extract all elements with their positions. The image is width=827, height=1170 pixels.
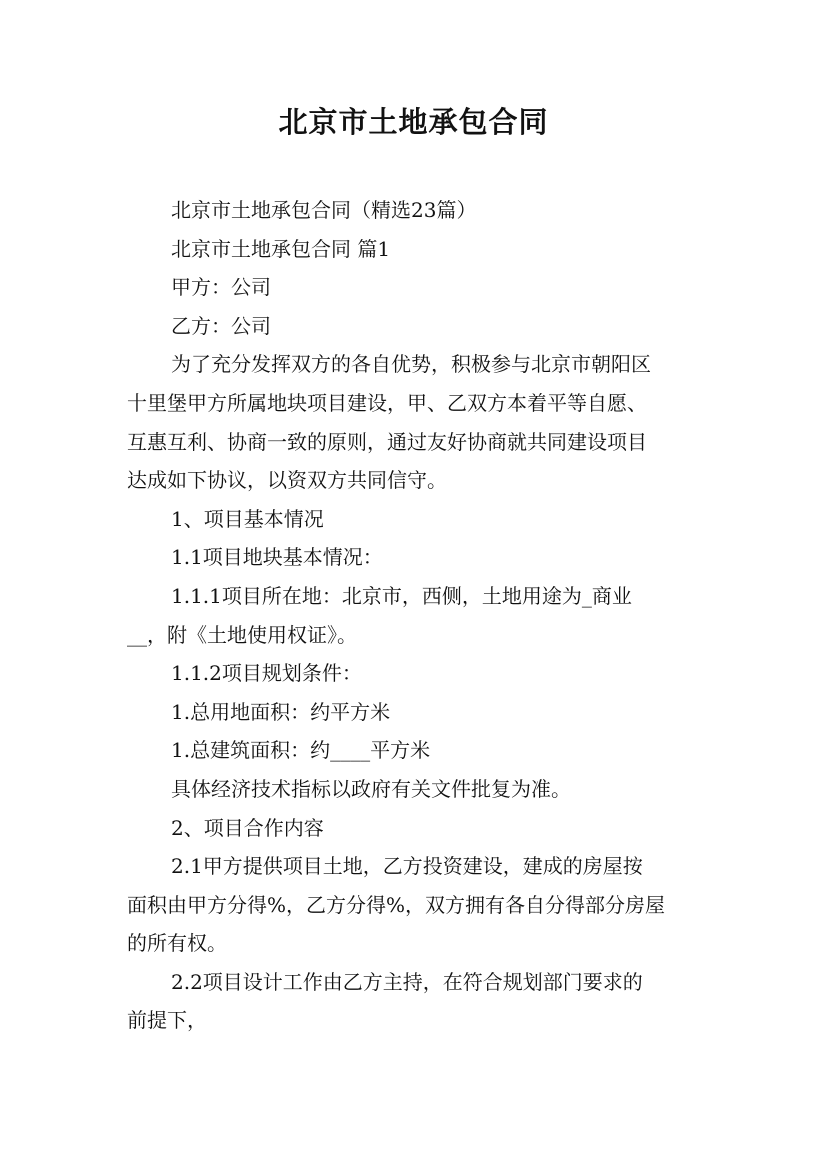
text-line: 前提下， — [127, 1008, 207, 1033]
text-line: 1、项目基本情况 — [171, 506, 324, 531]
text-line: 具体经济技术指标以政府有关文件批复为准。 — [171, 776, 571, 801]
paragraph — [127, 500, 707, 539]
text-line: 2、项目合作内容 — [171, 815, 324, 840]
paragraph — [127, 654, 707, 693]
text-line: 北京市土地承包合同（精选23篇） — [171, 198, 477, 222]
text-line: 1.总用地面积：约平方米 — [171, 699, 391, 724]
text-line: 2.1甲方提供项目土地，乙方投资建设，建成的房屋按 — [171, 854, 643, 879]
text-line: 2.2项目设计工作由乙方主持，在符合规划部门要求的 — [171, 969, 643, 994]
text-line: 的所有权。 — [127, 931, 227, 956]
text-line: 十里堡甲方所属地块项目建设，甲、乙双方本着平等自愿、 — [127, 390, 647, 415]
text-line: __，附《土地使用权证》。 — [127, 622, 357, 647]
text-line: 1.1项目地块基本情况： — [171, 545, 383, 570]
paragraph — [127, 577, 707, 654]
paragraph — [127, 731, 707, 770]
document-body — [127, 191, 707, 1040]
text-line: 1.1.1项目所在地：北京市，西侧，土地用途为_商业 — [171, 583, 632, 608]
text-line: 为了充分发挥双方的各自优势，积极参与北京市朝阳区 — [171, 352, 651, 377]
text-line: 面积由甲方分得%，乙方分得%，双方拥有各自分得部分房屋 — [127, 892, 666, 917]
text-line: 1.1.2项目规划条件： — [171, 661, 362, 686]
text-line: 乙方：公司 — [171, 313, 271, 338]
text-line: 北京市土地承包合同 篇1 — [171, 236, 391, 261]
document-title: 北京市土地承包合同 — [278, 105, 549, 139]
paragraph — [127, 538, 707, 577]
paragraph — [127, 847, 707, 963]
paragraph — [127, 693, 707, 732]
paragraph — [127, 268, 707, 307]
paragraph — [127, 307, 707, 346]
text-line: 互惠互利、协商一致的原则，通过友好协商就共同建设项目 — [127, 429, 647, 454]
text-line: 1.总建筑面积：约____平方米 — [171, 738, 431, 763]
paragraph — [127, 345, 707, 499]
paragraph — [127, 963, 707, 1040]
text-line: 达成如下协议，以资双方共同信守。 — [127, 468, 447, 493]
paragraph — [127, 809, 707, 848]
paragraph — [127, 230, 707, 269]
paragraph — [127, 770, 707, 809]
paragraph — [127, 191, 707, 230]
text-line: 甲方：公司 — [171, 275, 271, 300]
